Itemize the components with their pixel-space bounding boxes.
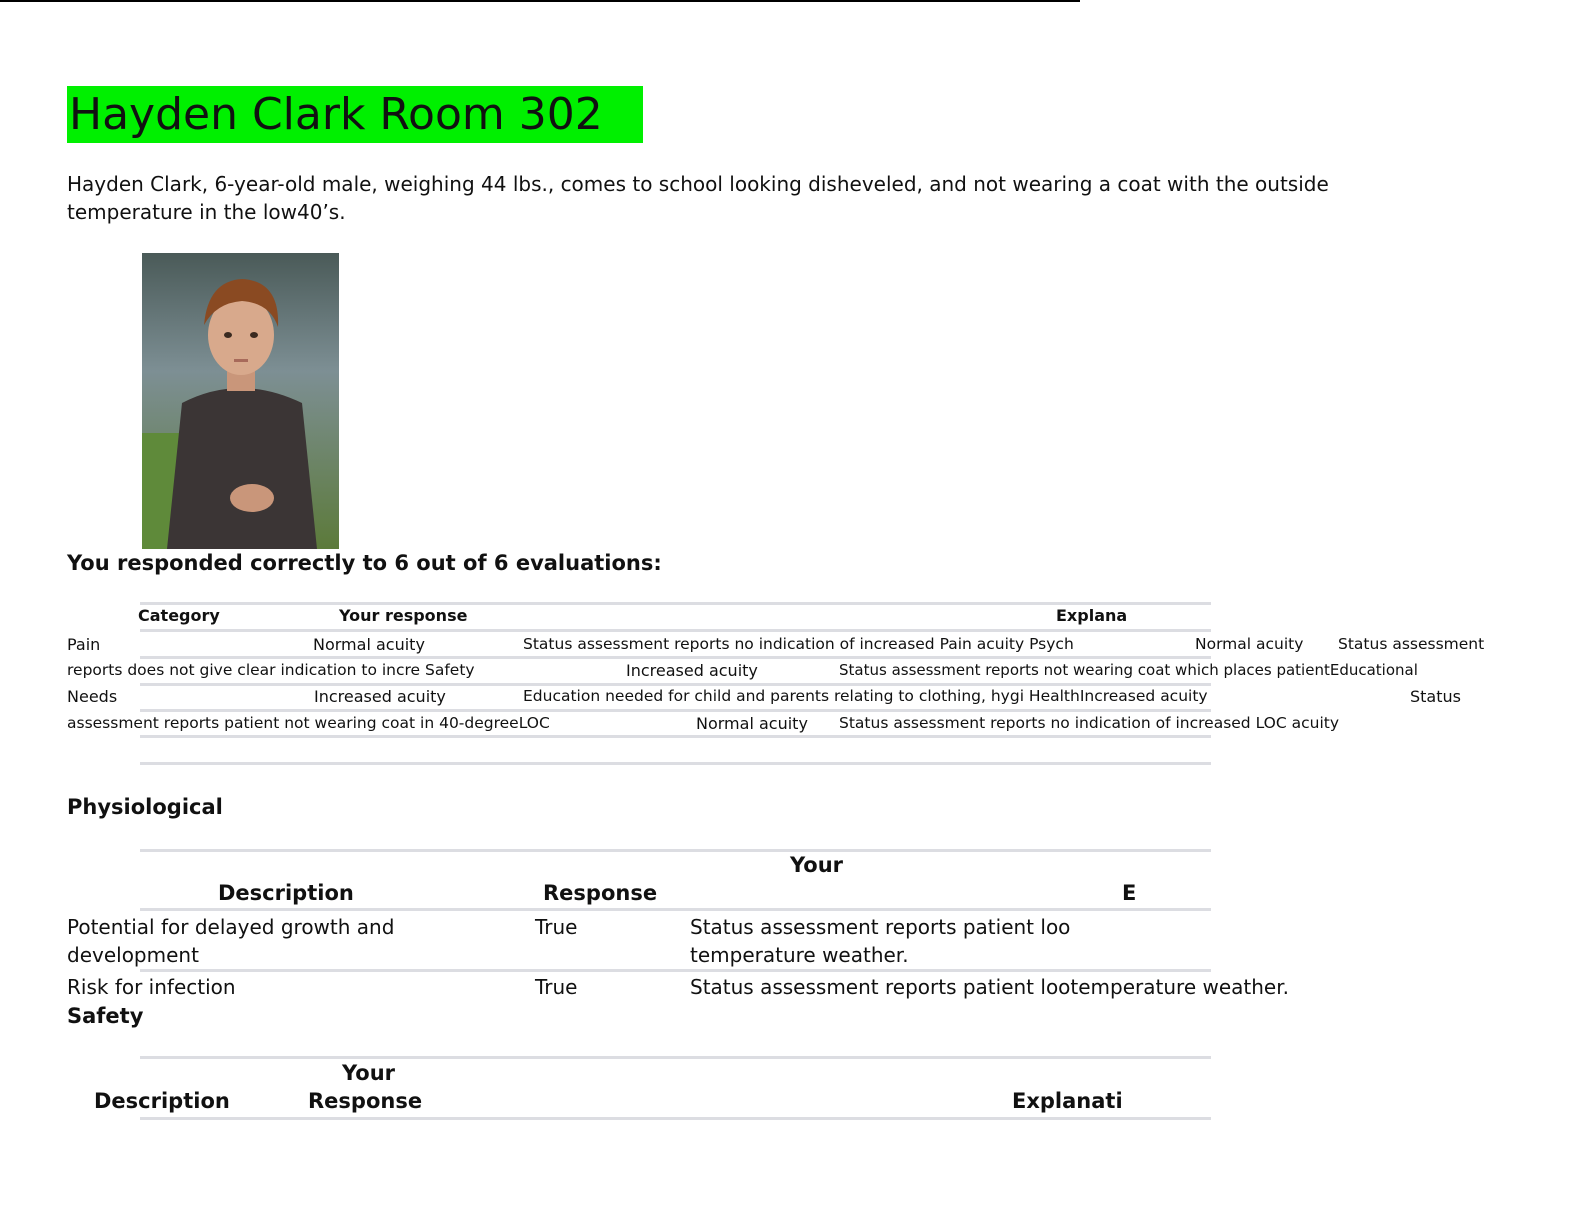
table-cell: Education needed for child and parents relating to clothing, hygi HealthIncreased acuity: [523, 687, 1208, 705]
table-cell: Pain: [67, 635, 101, 654]
column-header-response: Response: [308, 1089, 423, 1113]
column-header-category: Category: [138, 606, 220, 625]
table-cell: Status: [1410, 687, 1461, 706]
table-rule: [140, 656, 1211, 659]
table-cell-response: True: [535, 915, 578, 939]
table-cell-explanation: temperature weather.: [690, 943, 909, 967]
table-cell-explanation: Status assessment reports patient lootemperature weather.: [690, 975, 1289, 999]
table-rule: [140, 908, 1211, 911]
column-header-response: Your response: [339, 606, 468, 625]
table-rule: [140, 735, 1211, 738]
table-cell: Normal acuity: [1195, 635, 1304, 653]
score-summary: You responded correctly to 6 out of 6 evaluations:: [67, 551, 662, 575]
column-header-description: Description: [94, 1089, 230, 1113]
table-rule: [140, 849, 1211, 852]
page-title: Hayden Clark Room 302: [67, 86, 643, 143]
table-cell: Status assessment reports not wearing coat which places patientEducational: [839, 661, 1418, 679]
table-cell-response: True: [535, 975, 578, 999]
column-header-your: Your: [790, 853, 844, 877]
column-header-explanation: E: [1122, 881, 1137, 905]
table-cell: Increased acuity: [314, 687, 446, 706]
section-heading-physiological: Physiological: [67, 795, 223, 819]
table-rule: [140, 683, 1211, 686]
table-cell: Status assessment reports no indication of increased LOC acuity: [839, 714, 1340, 732]
table-cell: Status assessment: [1338, 635, 1485, 653]
table-cell-description: Risk for infection: [67, 975, 236, 999]
table-rule: [140, 629, 1211, 632]
patient-photo: [142, 253, 339, 549]
table-cell: assessment reports patient not wearing coat in 40-degreeLOC: [67, 714, 550, 732]
column-header-explanation: Explanati: [1012, 1089, 1123, 1113]
table-cell-description: Potential for delayed growth and: [67, 915, 395, 939]
table-rule: [140, 709, 1211, 712]
top-border: [0, 0, 1080, 2]
column-header-description: Description: [218, 881, 354, 905]
table-cell: Normal acuity: [696, 714, 808, 733]
table-cell: Needs: [67, 687, 118, 706]
column-header-explanation: Explana: [1056, 606, 1128, 625]
table-cell: Increased acuity: [626, 661, 758, 680]
table-cell-description: development: [67, 943, 199, 967]
table-rule: [140, 602, 1211, 605]
table-rule: [140, 969, 1211, 972]
section-heading-safety: Safety: [67, 1004, 144, 1028]
table-cell: Normal acuity: [313, 635, 425, 654]
table-rule: [140, 1056, 1211, 1059]
case-description: Hayden Clark, 6-year-old male, weighing 44 lbs., comes to school looking disheveled, and not wearing a coat with the outside temperature in the low40’s.: [67, 172, 1329, 224]
table-rule: [140, 762, 1211, 765]
table-cell: Status assessment reports no indication of increased Pain acuity Psych: [523, 635, 1074, 653]
table-rule: [140, 1117, 1211, 1120]
table-cell: reports does not give clear indication to incre Safety: [67, 661, 475, 679]
column-header-your: Your: [342, 1061, 396, 1085]
table-cell-explanation: Status assessment reports patient loo: [690, 915, 1071, 939]
column-header-response: Response: [543, 881, 658, 905]
